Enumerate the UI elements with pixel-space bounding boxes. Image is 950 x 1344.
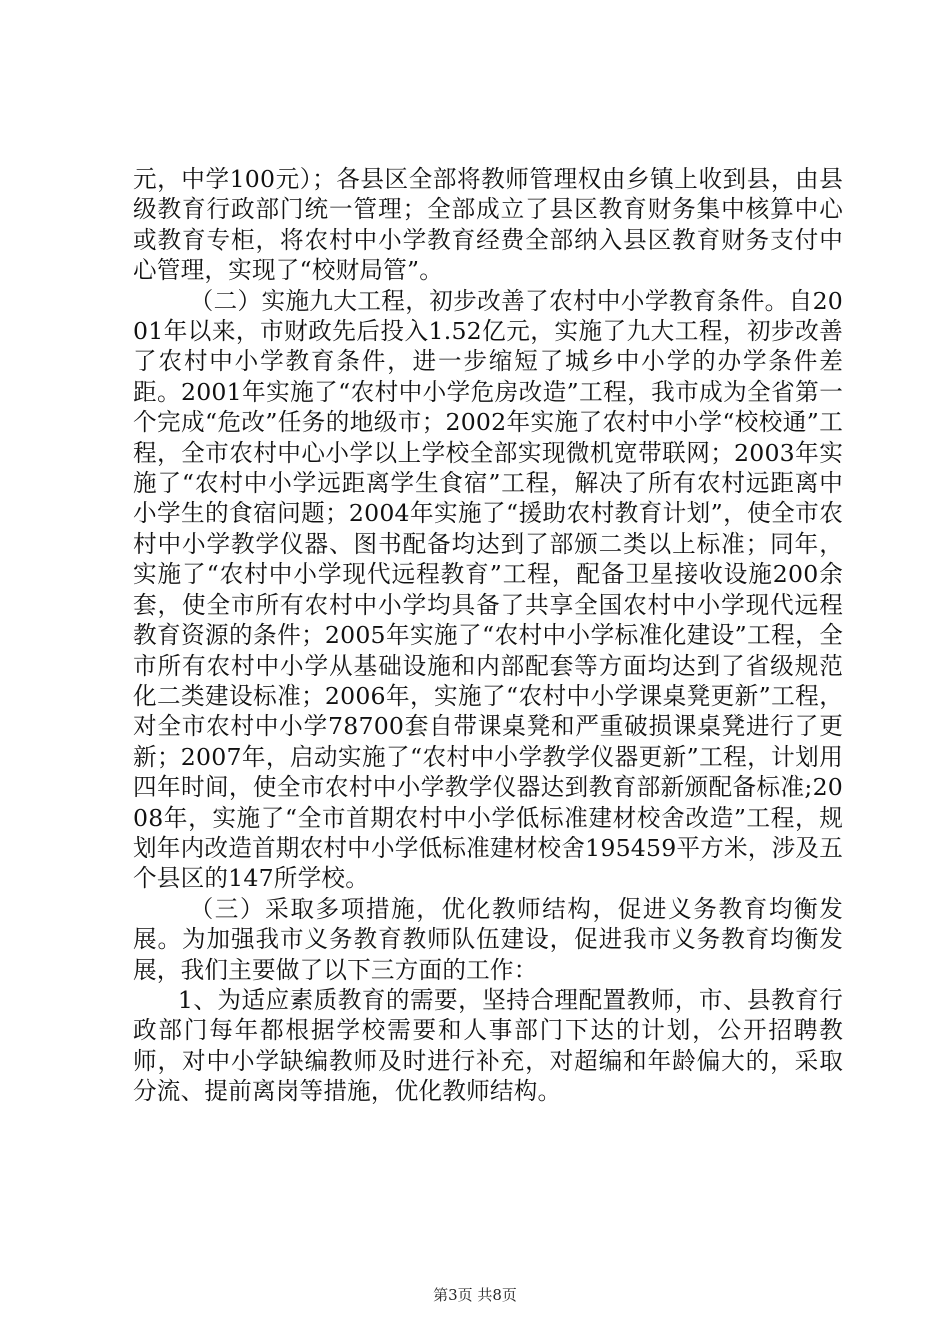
- paragraph-continuation: 元，中学100元）；各县区全部将教师管理权由乡镇上收到县，由县级教育行政部门统一管理；全部成立了县区教育财务集中核算中心或教育专柜，将农村中小学教育经费全部纳入县区教育财务支付中心管理，实现了“校财局管”。: [133, 165, 843, 285]
- paragraph-item-one: 1、为适应素质教育的需要，坚持合理配置教师，市、县教育行政部门每年都根据学校需要和人事部门下达的计划，公开招聘教师，对中小学缺编教师及时进行补充，对超编和年龄偏大的，采取分流、提前离岗等措施，优化教师结构。: [133, 985, 843, 1106]
- paragraph-section-two: （二）实施九大工程，初步改善了农村中小学教育条件。自2001年以来，市财政先后投入1.52亿元，实施了九大工程，初步改善了农村中小学教育条件，进一步缩短了城乡中小学的办学条件差距。2001年实施了“农村中小学危房改造”工程，我市成为全省第一个完成“危改”任务的地级市；2002年实施了农村中小学“校校通”工程，全市农村中心小学以上学校全部实现微机宽带联网；2003年实施了“农村中小学远距离学生食宿”工程，解决了所有农村远距离中小学生的食宿问题；2004年实施了“援助农村教育计划”，使全市农村中小学教学仪器、图书配备均达到了部颁二类以上标准；同年，实施了“农村中小学现代远程教育”工程，配备卫星接收设施200余套，使全市所有农村中小学均具备了共享全国农村中小学现代远程教育资源的条件；2005年实施了“农村中小学标准化建设”工程，全市所有农村中小学从基础设施和内部配套等方面均达到了省级规范化二类建设标准；2006年，实施了“农村中小学课桌凳更新”工程，对全市农村中小学78700套自带课桌凳和严重破损课桌凳进行了更新；2007年，启动实施了“农村中小学教学仪器更新”工程，计划用四年时间，使全市农村中小学教学仪器达到教育部新颁配备标准;2008年，实施了“全市首期农村中小学低标准建材校舍改造”工程，规划年内改造首期农村中小学低标准建材校舍195459平方米，涉及五个县区的147所学校。: [133, 286, 843, 893]
- document-body: [133, 164, 843, 1107]
- page-footer: 第3页 共8页: [433, 1286, 517, 1304]
- paragraph-section-three: （三）采取多项措施，优化教师结构，促进义务教育均衡发展。为加强我市义务教育教师队伍建设，促进我市义务教育均衡发展，我们主要做了以下三方面的工作：: [133, 894, 843, 984]
